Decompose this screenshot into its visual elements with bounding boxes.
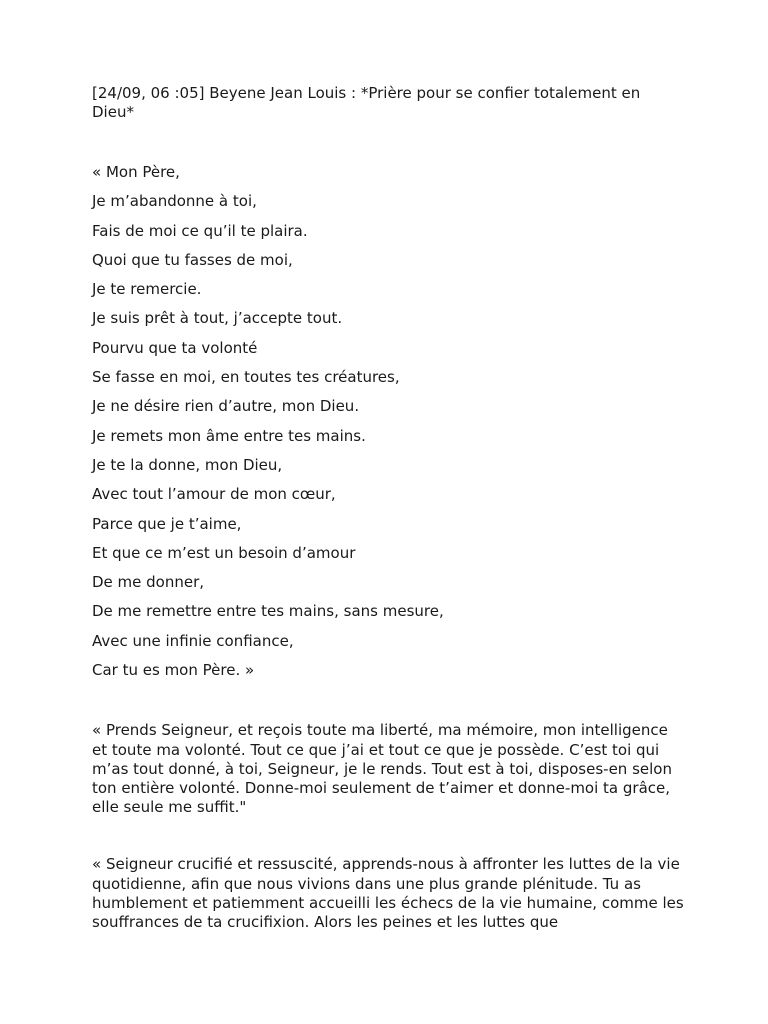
poem-line: Pourvu que ta volonté: [92, 338, 258, 357]
poem-line: Je ne désire rien d’autre, mon Dieu.: [92, 397, 360, 416]
poem-line: Je te remercie.: [92, 280, 202, 299]
poem-line: De me remettre entre tes mains, sans mesure,: [92, 602, 444, 621]
poem-line: Et que ce m’est un besoin d’amour: [92, 543, 356, 562]
document-page: [92, 84, 684, 932]
prayer-paragraph: « Seigneur crucifié et ressuscité, apprends-nous à affronter les luttes de la vie quotidienne, afin que nous vivions dans une plus grande plénitude. Tu as humblement et patiemment accueilli les échecs de la vie humaine, comme les souffrances de ta crucifixion. Alors les peines et les luttes que: [92, 855, 684, 931]
poem-line: Je m’abandonne à toi,: [92, 192, 257, 211]
poem-line: Parce que je t’aime,: [92, 514, 242, 533]
poem-line: Se fasse en moi, en toutes tes créatures,: [92, 368, 400, 387]
poem-line: Avec une infinie confiance,: [92, 631, 294, 650]
poem-line: Quoi que tu fasses de moi,: [92, 250, 293, 269]
poem-line: Car tu es mon Père. »: [92, 661, 255, 680]
prayer-poem: [92, 163, 684, 690]
poem-line: Avec tout l’amour de mon cœur,: [92, 485, 336, 504]
poem-line: Je suis prêt à tout, j’accepte tout.: [92, 309, 343, 328]
poem-line: Je remets mon âme entre tes mains.: [92, 426, 366, 445]
poem-line: Je te la donne, mon Dieu,: [92, 455, 283, 474]
poem-line: « Mon Père,: [92, 163, 180, 181]
poem-line: De me donner,: [92, 573, 205, 592]
prayer-paragraph: « Prends Seigneur, et reçois toute ma liberté, ma mémoire, mon intelligence et toute ma volonté. Tout ce que j’ai et tout ce que je possède. C’est toi qui m’as tout donné, à toi, Seigneur, je le rends. Tout est à toi, disposes-en selon ton entière volonté. Donne-moi seulement de t’aimer et donne-moi ta grâce, elle seule me suffit.": [92, 721, 672, 817]
poem-line: Fais de moi ce qu’il te plaira.: [92, 221, 308, 240]
message-header: [24/09, 06 :05] Beyene Jean Louis : *Prière pour se confier totalement en Dieu*: [92, 84, 641, 121]
